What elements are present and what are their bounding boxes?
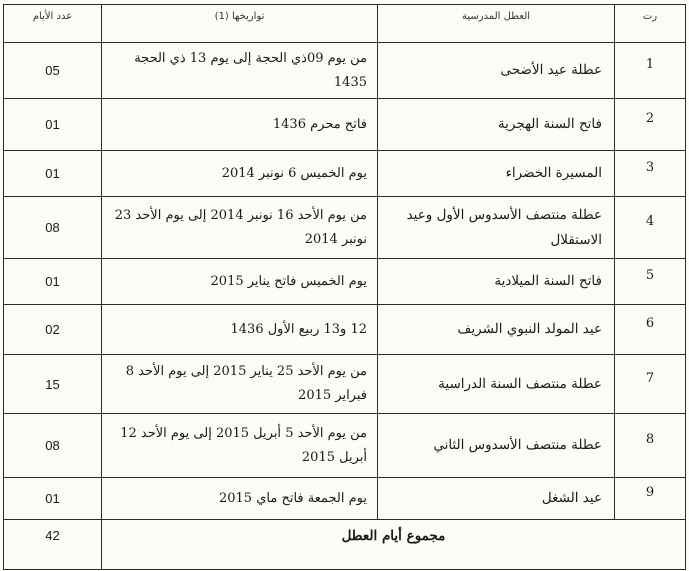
days-cell: 01 (4, 151, 102, 197)
dates-cell: يوم الخميس فاتح يناير 2015 (102, 259, 378, 305)
total-label-cell: مجموع أيام العطل (102, 520, 686, 570)
table-header-row (4, 5, 686, 43)
dates-cell: فاتح محرم 1436 (102, 99, 378, 151)
row-number-cell (615, 414, 686, 478)
table-row (4, 197, 686, 259)
table-row (4, 43, 686, 99)
days-cell: 01 (4, 259, 102, 305)
row-number-cell (615, 478, 686, 520)
holiday-cell: عيد المولد النبوي الشريف (378, 305, 615, 355)
table-row (4, 151, 686, 197)
dates-cell: من يوم 09ذي الحجة إلى يوم 13 ذي الحجة 1435 (102, 43, 378, 99)
dates-cell: يوم الجمعة فاتح ماي 2015 (102, 478, 378, 520)
dates-cell: من يوم الأحد 25 يناير 2015 إلى يوم الأحد 8 فبراير 2015 (102, 355, 378, 414)
holiday-cell: المسيرة الخضراء (378, 151, 615, 197)
holiday-cell: عطلة منتصف الأسدوس الأول وعيد الاستقلال (378, 197, 615, 259)
total-row (4, 520, 686, 570)
row-number: 5 (645, 268, 655, 283)
days-cell: 05 (4, 43, 102, 99)
header-num: رت (615, 5, 686, 43)
holiday-cell: عطلة عيد الأضحى (378, 43, 615, 99)
row-number: 9 (645, 485, 655, 500)
row-number: 8 (645, 432, 655, 447)
row-number: 1 (645, 57, 655, 72)
holiday-cell: فاتح السنة الهجرية (378, 99, 615, 151)
days-cell: 08 (4, 197, 102, 259)
holiday-cell: فاتح السنة الميلادية (378, 259, 615, 305)
dates-cell: من يوم الأحد 5 أبريل 2015 إلى يوم الأحد 12 أبريل 2015 (102, 414, 378, 478)
dates-cell: 12 و13 ربيع الأول 1436 (102, 305, 378, 355)
total-days-cell: 42 (4, 520, 102, 570)
days-cell: 01 (4, 478, 102, 520)
dates-cell: يوم الخميس 6 نونبر 2014 (102, 151, 378, 197)
row-number: 3 (645, 160, 655, 175)
holiday-cell: عطلة منتصف السنة الدراسية (378, 355, 615, 414)
dates-cell: من يوم الأحد 16 نونبر 2014 إلى يوم الأحد 23 نونبر 2014 (102, 197, 378, 259)
row-number-cell (615, 43, 686, 99)
header-days: عدد الأيام (4, 5, 102, 43)
table-row (4, 355, 686, 414)
row-number: 7 (645, 370, 655, 386)
row-number: 4 (645, 214, 655, 229)
days-cell: 15 (4, 355, 102, 414)
days-cell: 01 (4, 99, 102, 151)
row-number: 6 (645, 316, 655, 331)
header-holiday: العطل المدرسية (378, 5, 615, 43)
row-number-cell (615, 197, 686, 259)
row-number-cell (615, 305, 686, 355)
school-holidays-table (3, 4, 686, 570)
table-row (4, 305, 686, 355)
header-dates: تواريخها (1) (102, 5, 378, 43)
row-number-cell (615, 259, 686, 305)
table-row (4, 414, 686, 478)
days-cell: 02 (4, 305, 102, 355)
holiday-cell: عيد الشغل (378, 478, 615, 520)
table-row (4, 99, 686, 151)
holiday-cell: عطلة منتصف الأسدوس الثاني (378, 414, 615, 478)
row-number-cell (615, 99, 686, 151)
table-row (4, 259, 686, 305)
table-row (4, 478, 686, 520)
row-number-cell (615, 151, 686, 197)
days-cell: 08 (4, 414, 102, 478)
row-number: 2 (645, 111, 655, 126)
row-number-cell (615, 355, 686, 414)
